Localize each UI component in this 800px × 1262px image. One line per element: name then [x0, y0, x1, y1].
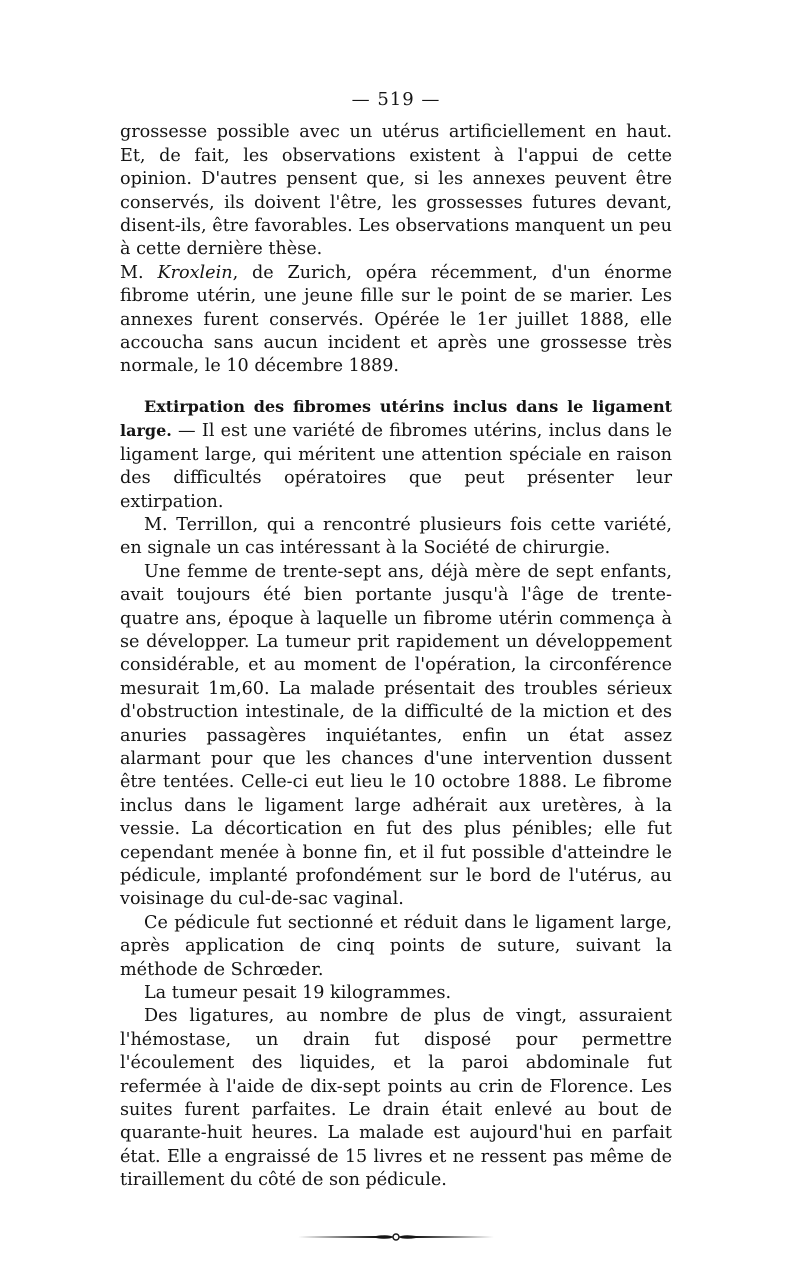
- paragraph-1: grossesse possible avec un utérus artificiellement en haut. Et, de fait, les observations existent à l'appui de cette opinion. D'autres pensent que, si les annexes peuvent être conservés, ils doivent l'être, les grossesses futures devant, disent-ils, être favorables. Les observations manquent un peu à cette dernière thèse.: [120, 122, 672, 260]
- paragraph-2: [120, 262, 672, 379]
- paragraph-2-prefix: M.: [120, 262, 158, 283]
- document-page: [120, 88, 672, 1243]
- section-intro-text: — Il est une variété de fibromes utérins, inclus dans le ligament large, qui méritent une attention spéciale en raison des difficultés opératoires que peut présenter leur extirpation.: [120, 421, 672, 512]
- paragraph-3: M. Terrillon, qui a rencontré plusieurs fois cette variété, en signale un cas intéressant à la Société de chirurgie.: [120, 514, 672, 559]
- page-number: — 519 —: [351, 89, 441, 110]
- paragraph-2-text: , de Zurich, opéra récemment, d'un énorme fibrome utérin, une jeune fille sur le point de se marier. Les annexes furent conservés. Opérée le 1er juillet 1888, elle accoucha sans aucun incident et après une grossesse très normale, le 10 décembre 1889.: [120, 262, 673, 377]
- paragraph-6: La tumeur pesait 19 kilogrammes.: [144, 983, 452, 1004]
- section-intro: [120, 395, 672, 514]
- surgeon-name: Kroxlein: [157, 262, 233, 283]
- end-ornament: [120, 1231, 672, 1243]
- paragraph-7: Des ligatures, au nombre de plus de vingt, assuraient l'hémostase, un drain fut disposé pour permettre l'écoulement des liquides, et la paroi abdominale fut refermée à l'aide de dix-sept points au crin de Florence. Les suites furent parfaites. Le drain était enlevé au bout de quarante-huit heures. La malade est aujourd'hui en parfait état. Elle a engraissé de 15 livres et ne ressent pas même de tiraillement du côté de son pédicule.: [120, 1006, 672, 1191]
- paragraph-5: Ce pédicule fut sectionné et réduit dans le ligament large, après application de cinq points de suture, suivant la méthode de Schrœder.: [120, 912, 672, 980]
- section-heading: Extirpation des fibromes utérins inclus dans le ligament large.: [120, 396, 672, 441]
- ornament-rule-icon: [296, 1231, 496, 1243]
- paragraph-4: Une femme de trente-sept ans, déjà mère de sept enfants, avait toujours été bien portante jusqu'à l'âge de trente-quatre ans, époque à laquelle un fibrome utérin commença à se développer. La tumeur prit rapidement un développement considérable, et au moment de l'opération, la circonférence mesurait 1m,60. La malade présentait des troubles sérieux d'obstruction intestinale, de la difficulté de la miction et des anuries passagères inquiétantes, enfin un état assez alarmant pour que les chances d'une intervention dussent être tentées. Celle-ci eut lieu le 10 octobre 1888. Le fibrome inclus dans le ligament large adhérait aux uretères, à la vessie. La décortication en fut des plus pénibles; elle fut cependant menée à bonne fin, et il fut possible d'atteindre le pédicule, implanté profondément sur le bord de l'utérus, au voisinage du cul-de-sac vaginal.: [120, 561, 672, 910]
